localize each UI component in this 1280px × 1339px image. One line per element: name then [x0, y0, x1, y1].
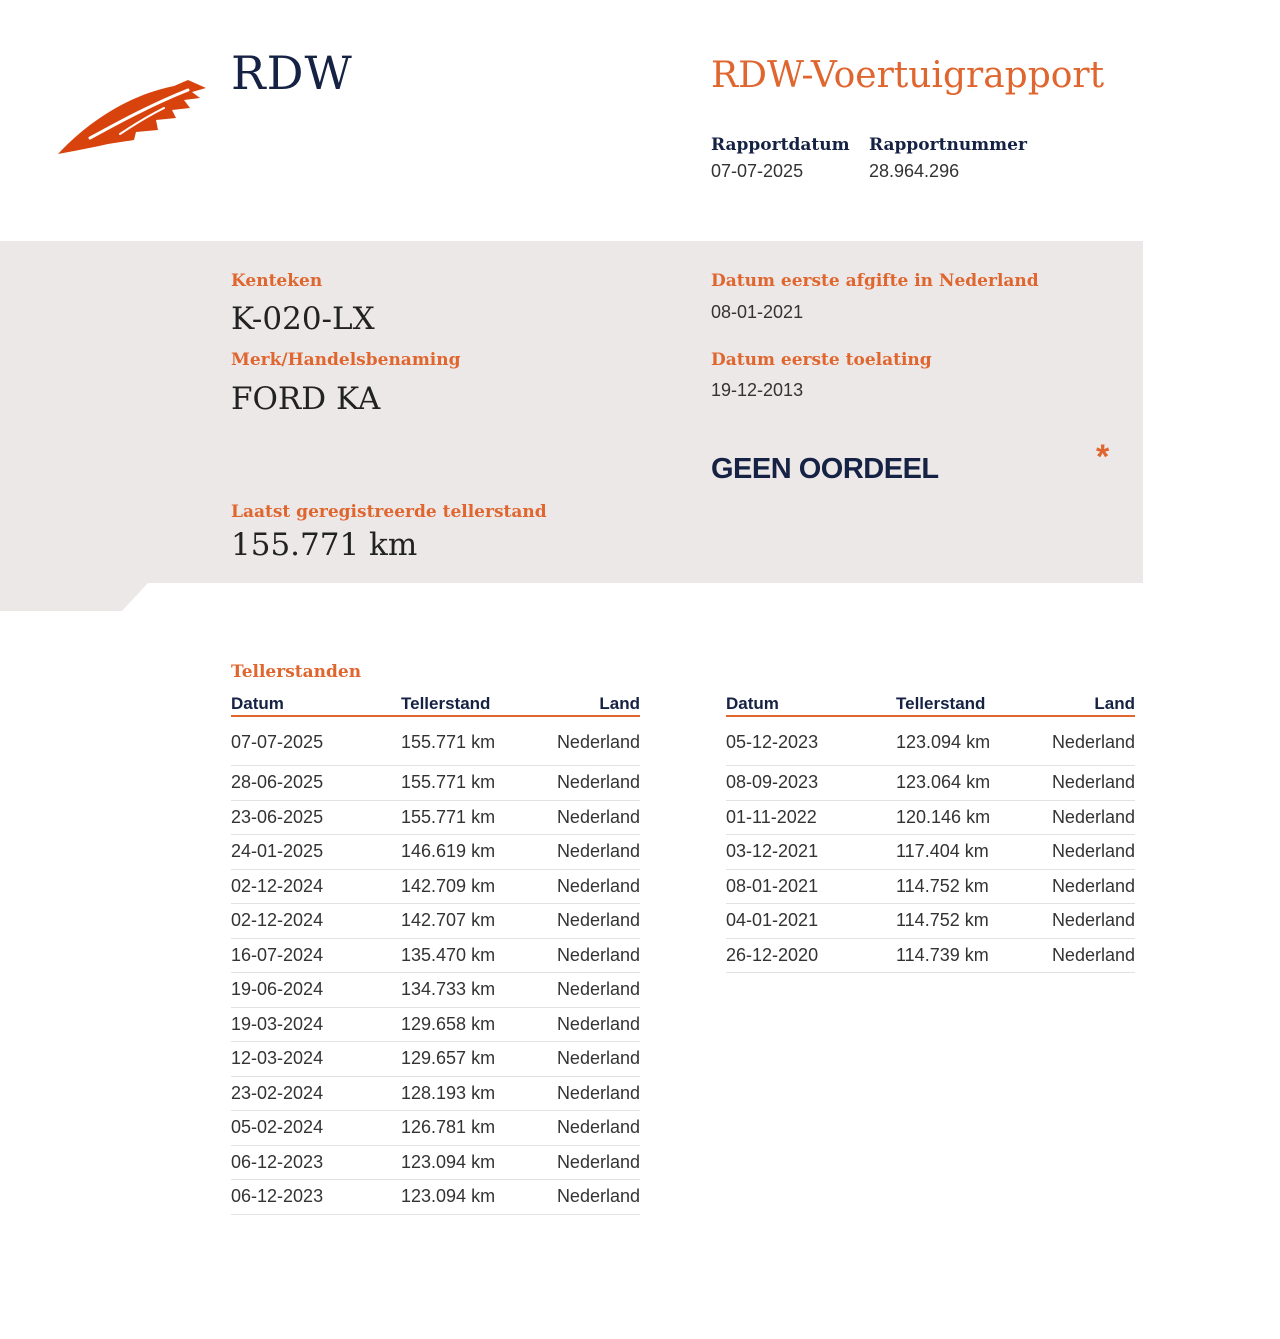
table-header-row	[231, 690, 640, 716]
reading-country: Nederland	[541, 973, 640, 1008]
reading-odometer: 155.771 km	[401, 800, 541, 835]
report-number-block	[869, 135, 1027, 182]
col-header-country: Land	[1036, 690, 1135, 716]
reading-country: Nederland	[541, 766, 640, 801]
report-date-label: Rapportdatum	[711, 135, 850, 155]
report-date-block	[711, 135, 850, 182]
table-row	[231, 716, 640, 766]
table-row	[231, 904, 640, 939]
reading-country: Nederland	[541, 904, 640, 939]
reading-odometer: 126.781 km	[401, 1111, 541, 1146]
reading-country: Nederland	[541, 800, 640, 835]
reading-date: 02-12-2024	[231, 904, 401, 939]
reading-date: 06-12-2023	[231, 1145, 401, 1180]
reading-date: 19-06-2024	[231, 973, 401, 1008]
odometer-value: 155.771 km	[231, 527, 418, 563]
reading-country: Nederland	[541, 1180, 640, 1215]
reading-date: 23-02-2024	[231, 1076, 401, 1111]
reading-odometer: 134.733 km	[401, 973, 541, 1008]
reading-odometer: 142.709 km	[401, 869, 541, 904]
reading-date: 05-12-2023	[726, 716, 896, 766]
reading-date: 07-07-2025	[231, 716, 401, 766]
reading-odometer: 120.146 km	[896, 800, 1036, 835]
vehicle-info-panel	[0, 241, 1143, 611]
merk-value: FORD KA	[231, 381, 381, 417]
kenteken-label: Kenteken	[231, 271, 323, 291]
reading-odometer: 155.771 km	[401, 716, 541, 766]
reading-date: 05-02-2024	[231, 1111, 401, 1146]
table-row	[231, 1076, 640, 1111]
readings-table-left	[231, 690, 640, 1215]
table-row	[231, 800, 640, 835]
reading-country: Nederland	[1036, 904, 1135, 939]
reading-country: Nederland	[541, 716, 640, 766]
reading-country: Nederland	[1036, 716, 1135, 766]
reading-date: 12-03-2024	[231, 1042, 401, 1077]
reading-date: 08-01-2021	[726, 869, 896, 904]
table-row	[726, 835, 1135, 870]
reading-country: Nederland	[541, 869, 640, 904]
reading-odometer: 129.657 km	[401, 1042, 541, 1077]
rdw-feather-logo-icon	[56, 78, 208, 158]
report-date-value: 07-07-2025	[711, 161, 804, 182]
reading-country: Nederland	[541, 1076, 640, 1111]
table-row	[231, 973, 640, 1008]
merk-label: Merk/Handelsbenaming	[231, 350, 461, 370]
brand-name: RDW	[231, 46, 353, 100]
table-row	[231, 1007, 640, 1042]
reading-country: Nederland	[541, 1007, 640, 1042]
table-row	[231, 1145, 640, 1180]
reading-country: Nederland	[541, 938, 640, 973]
reading-country: Nederland	[1036, 800, 1135, 835]
reading-odometer: 142.707 km	[401, 904, 541, 939]
table-row	[231, 766, 640, 801]
table-row	[231, 938, 640, 973]
col-header-date: Datum	[726, 690, 896, 716]
reading-odometer: 128.193 km	[401, 1076, 541, 1111]
report-title: RDW-Voertuigrapport	[711, 55, 1105, 96]
reading-odometer: 117.404 km	[896, 835, 1036, 870]
reading-date: 24-01-2025	[231, 835, 401, 870]
reading-odometer: 114.739 km	[896, 938, 1036, 973]
first-registration-nl-value: 08-01-2021	[711, 302, 804, 322]
reading-date: 01-11-2022	[726, 800, 896, 835]
odometer-label: Laatst geregistreerde tellerstand	[231, 502, 547, 522]
table-header-row	[726, 690, 1135, 716]
table-row	[231, 1180, 640, 1215]
report-number-value: 28.964.296	[869, 161, 960, 182]
reading-date: 02-12-2024	[231, 869, 401, 904]
table-row	[726, 938, 1135, 973]
readings-section-title: Tellerstanden	[231, 662, 362, 682]
reading-date: 26-12-2020	[726, 938, 896, 973]
table-row	[231, 835, 640, 870]
reading-country: Nederland	[1036, 869, 1135, 904]
reading-date: 19-03-2024	[231, 1007, 401, 1042]
readings-right-body	[726, 716, 1135, 973]
first-admission-label: Datum eerste toelating	[711, 350, 932, 370]
reading-date: 04-01-2021	[726, 904, 896, 939]
reading-country: Nederland	[541, 835, 640, 870]
reading-country: Nederland	[541, 1042, 640, 1077]
table-row	[726, 800, 1135, 835]
col-header-odometer: Tellerstand	[896, 690, 1036, 716]
table-row	[726, 904, 1135, 939]
reading-date: 16-07-2024	[231, 938, 401, 973]
table-row	[726, 766, 1135, 801]
reading-odometer: 114.752 km	[896, 869, 1036, 904]
reading-country: Nederland	[1036, 938, 1135, 973]
first-registration-nl-label: Datum eerste afgifte in Nederland	[711, 271, 1039, 291]
reading-date: 06-12-2023	[231, 1180, 401, 1215]
kenteken-value: K-020-LX	[231, 301, 375, 337]
col-header-country: Land	[541, 690, 640, 716]
first-admission-value: 19-12-2013	[711, 380, 804, 400]
reading-odometer: 155.771 km	[401, 766, 541, 801]
table-row	[726, 716, 1135, 766]
table-row	[231, 869, 640, 904]
reading-odometer: 146.619 km	[401, 835, 541, 870]
verdict-footnote-marker: *	[1096, 438, 1110, 476]
reading-country: Nederland	[1036, 835, 1135, 870]
reading-odometer: 123.094 km	[401, 1145, 541, 1180]
col-header-odometer: Tellerstand	[401, 690, 541, 716]
reading-odometer: 123.094 km	[401, 1180, 541, 1215]
report-number-label: Rapportnummer	[869, 135, 1027, 155]
reading-country: Nederland	[541, 1145, 640, 1180]
table-row	[231, 1111, 640, 1146]
readings-table-right	[726, 690, 1135, 973]
readings-left-body	[231, 716, 640, 1214]
reading-date: 28-06-2025	[231, 766, 401, 801]
verdict-text: GEEN OORDEEL	[711, 453, 939, 485]
reading-country: Nederland	[541, 1111, 640, 1146]
reading-odometer: 129.658 km	[401, 1007, 541, 1042]
reading-date: 08-09-2023	[726, 766, 896, 801]
reading-odometer: 123.064 km	[896, 766, 1036, 801]
col-header-date: Datum	[231, 690, 401, 716]
reading-odometer: 123.094 km	[896, 716, 1036, 766]
reading-odometer: 135.470 km	[401, 938, 541, 973]
reading-country: Nederland	[1036, 766, 1135, 801]
reading-odometer: 114.752 km	[896, 904, 1036, 939]
table-row	[726, 869, 1135, 904]
reading-date: 23-06-2025	[231, 800, 401, 835]
table-row	[231, 1042, 640, 1077]
reading-date: 03-12-2021	[726, 835, 896, 870]
